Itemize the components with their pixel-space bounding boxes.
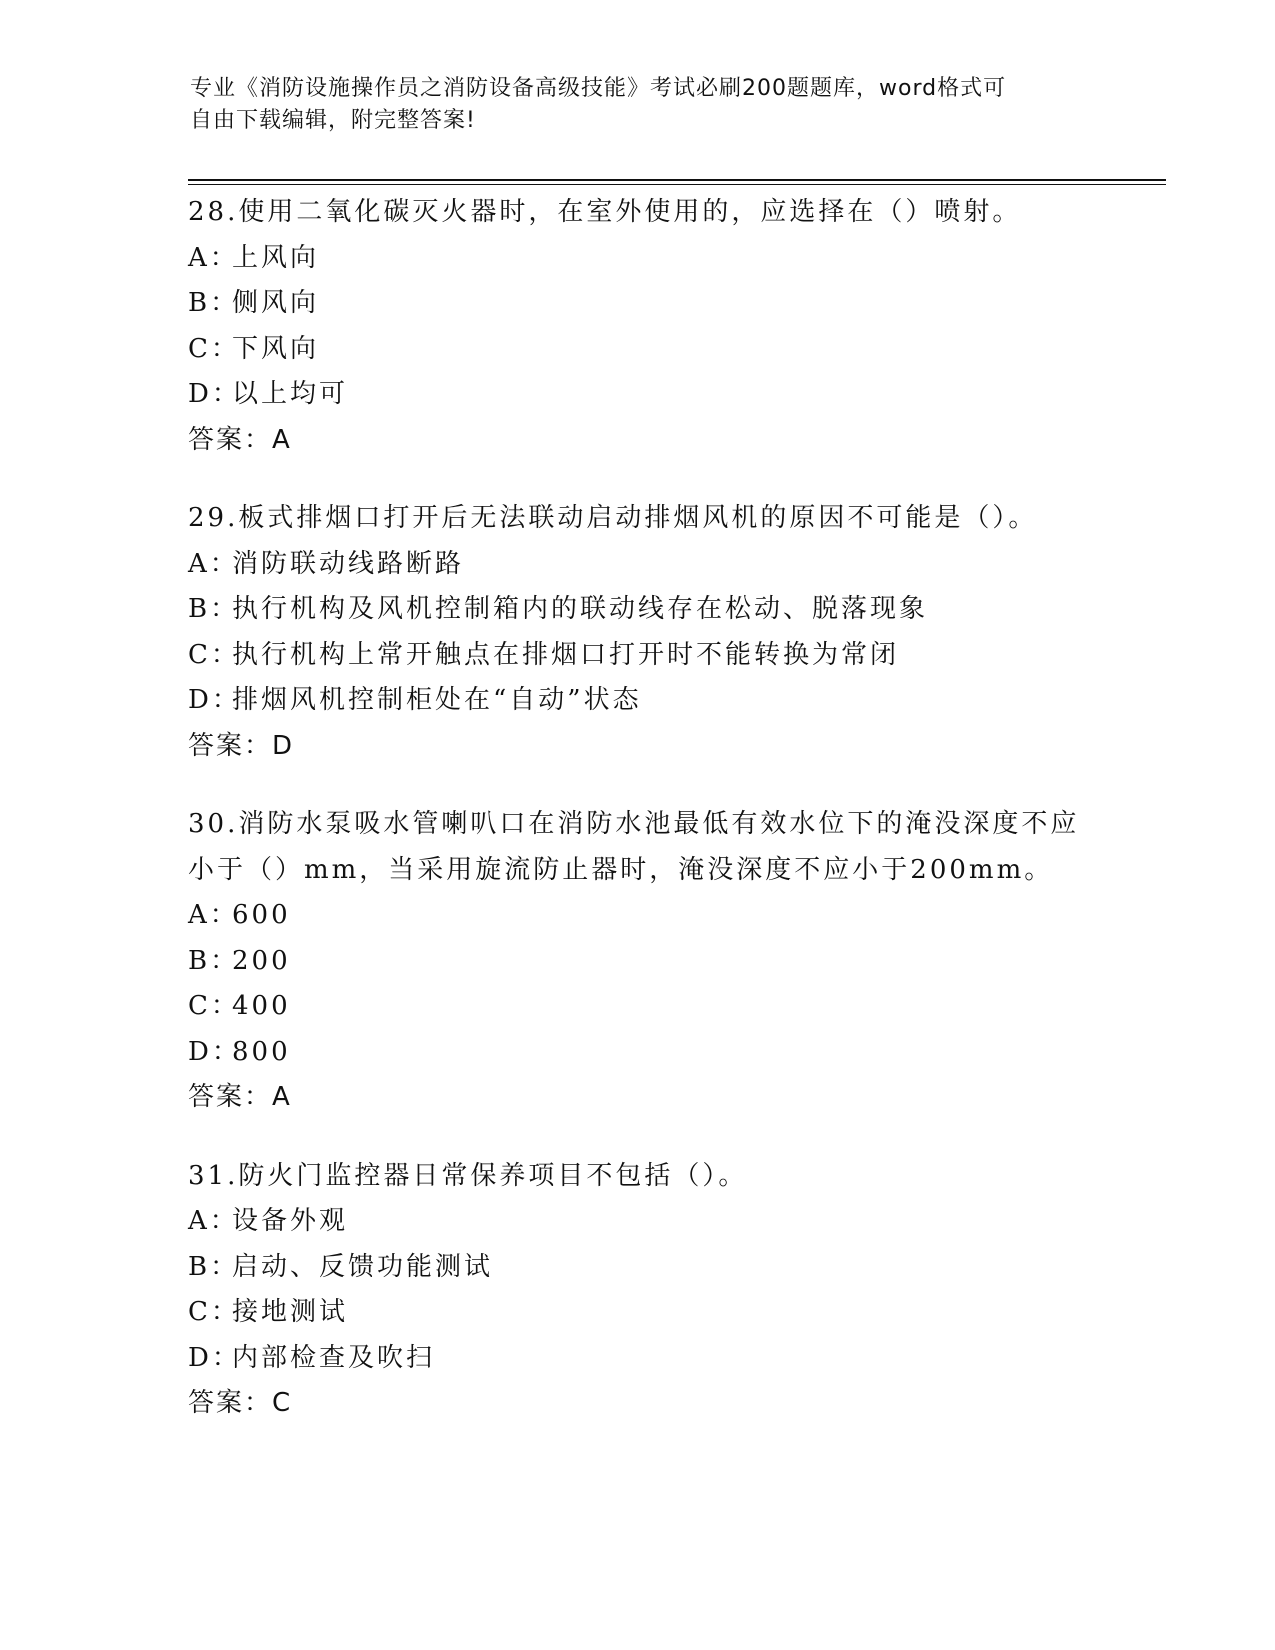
question-list — [188, 190, 1148, 1460]
header-line-2: 自由下载编辑，附完整答案! — [190, 108, 476, 133]
option-text: 200 — [232, 945, 291, 976]
option-a — [188, 893, 1148, 939]
answer-value: C — [272, 1388, 293, 1418]
option-text: 下风向 — [232, 333, 320, 364]
answer-value: D — [272, 730, 295, 761]
option-letter: D： — [188, 1342, 241, 1373]
option-letter: D： — [188, 379, 241, 409]
answer-label: 答案： — [188, 424, 273, 455]
option-letter: B： — [188, 288, 240, 318]
document-header — [190, 73, 1090, 137]
question-stem: 31.防火门监控器日常保养项目不包括（）。 — [188, 1160, 748, 1191]
option-c — [188, 1290, 1148, 1336]
option-d — [188, 1336, 1148, 1382]
answer-line — [188, 724, 1148, 770]
question-31 — [188, 1154, 1148, 1427]
question-stem: 29.板式排烟口打开后无法联动启动排烟风机的原因不可能是（）。 — [188, 503, 1038, 533]
option-letter: B： — [188, 594, 240, 624]
option-text: 设备外观 — [232, 1206, 349, 1236]
option-a — [188, 542, 1148, 588]
option-letter: A： — [188, 900, 239, 930]
option-text: 执行机构上常开触点在排烟口打开时不能转换为常闭 — [232, 639, 900, 670]
option-letter: C： — [188, 991, 240, 1021]
answer-line — [188, 418, 1148, 464]
option-d — [188, 678, 1148, 724]
header-line-1: 专业《消防设施操作员之消防设备高级技能》考试必刷200题题库，word格式可 — [190, 76, 1007, 101]
header-divider — [188, 179, 1166, 185]
option-letter: C： — [188, 639, 240, 670]
option-letter: B： — [188, 1251, 240, 1282]
option-text: 排烟风机控制柜处在“自动”状态 — [232, 685, 642, 715]
option-text: 接地测试 — [232, 1297, 349, 1327]
question-29 — [188, 496, 1148, 769]
option-c — [188, 984, 1148, 1030]
question-stem: 28.使用二氧化碳灭火器时，在室外使用的，应选择在（）喷射。 — [188, 197, 1022, 227]
option-c — [188, 633, 1148, 679]
answer-line — [188, 1075, 1148, 1121]
option-b — [188, 1245, 1148, 1291]
option-text: 400 — [232, 991, 291, 1021]
option-c — [188, 327, 1148, 373]
option-letter: D： — [188, 685, 241, 715]
option-text: 上风向 — [232, 242, 320, 273]
option-a — [188, 236, 1148, 282]
answer-label: 答案： — [188, 1082, 273, 1112]
option-text: 启动、反馈功能测试 — [232, 1251, 494, 1282]
option-d — [188, 1030, 1148, 1076]
question-30 — [188, 802, 1148, 1121]
answer-value: A — [272, 1082, 292, 1112]
option-letter: B： — [188, 945, 240, 976]
option-letter: A： — [188, 1206, 239, 1236]
answer-label: 答案： — [188, 730, 273, 761]
option-b — [188, 939, 1148, 985]
option-letter: A： — [188, 548, 239, 579]
option-letter: C： — [188, 1297, 240, 1327]
option-text: 600 — [232, 900, 291, 930]
answer-label: 答案： — [188, 1388, 273, 1418]
option-letter: D： — [188, 1036, 241, 1067]
option-text: 侧风向 — [232, 288, 320, 318]
question-stem-continued: 小于（）mm，当采用旋流防止器时，淹没深度不应小于200mm。 — [188, 854, 1054, 885]
answer-line — [188, 1381, 1148, 1427]
question-stem: 30.消防水泵吸水管喇叭口在消防水池最低有效水位下的淹没深度不应 — [188, 809, 1080, 839]
option-letter: A： — [188, 242, 239, 273]
answer-value: A — [272, 424, 292, 455]
option-b — [188, 281, 1148, 327]
option-text: 800 — [232, 1036, 291, 1067]
option-text: 消防联动线路断路 — [232, 548, 465, 579]
option-b — [188, 587, 1148, 633]
option-a — [188, 1199, 1148, 1245]
option-d — [188, 372, 1148, 418]
option-letter: C： — [188, 333, 240, 364]
question-28 — [188, 190, 1148, 463]
option-text: 执行机构及风机控制箱内的联动线存在松动、脱落现象 — [232, 594, 929, 624]
option-text: 内部检查及吹扫 — [232, 1342, 436, 1373]
option-text: 以上均可 — [232, 379, 349, 409]
